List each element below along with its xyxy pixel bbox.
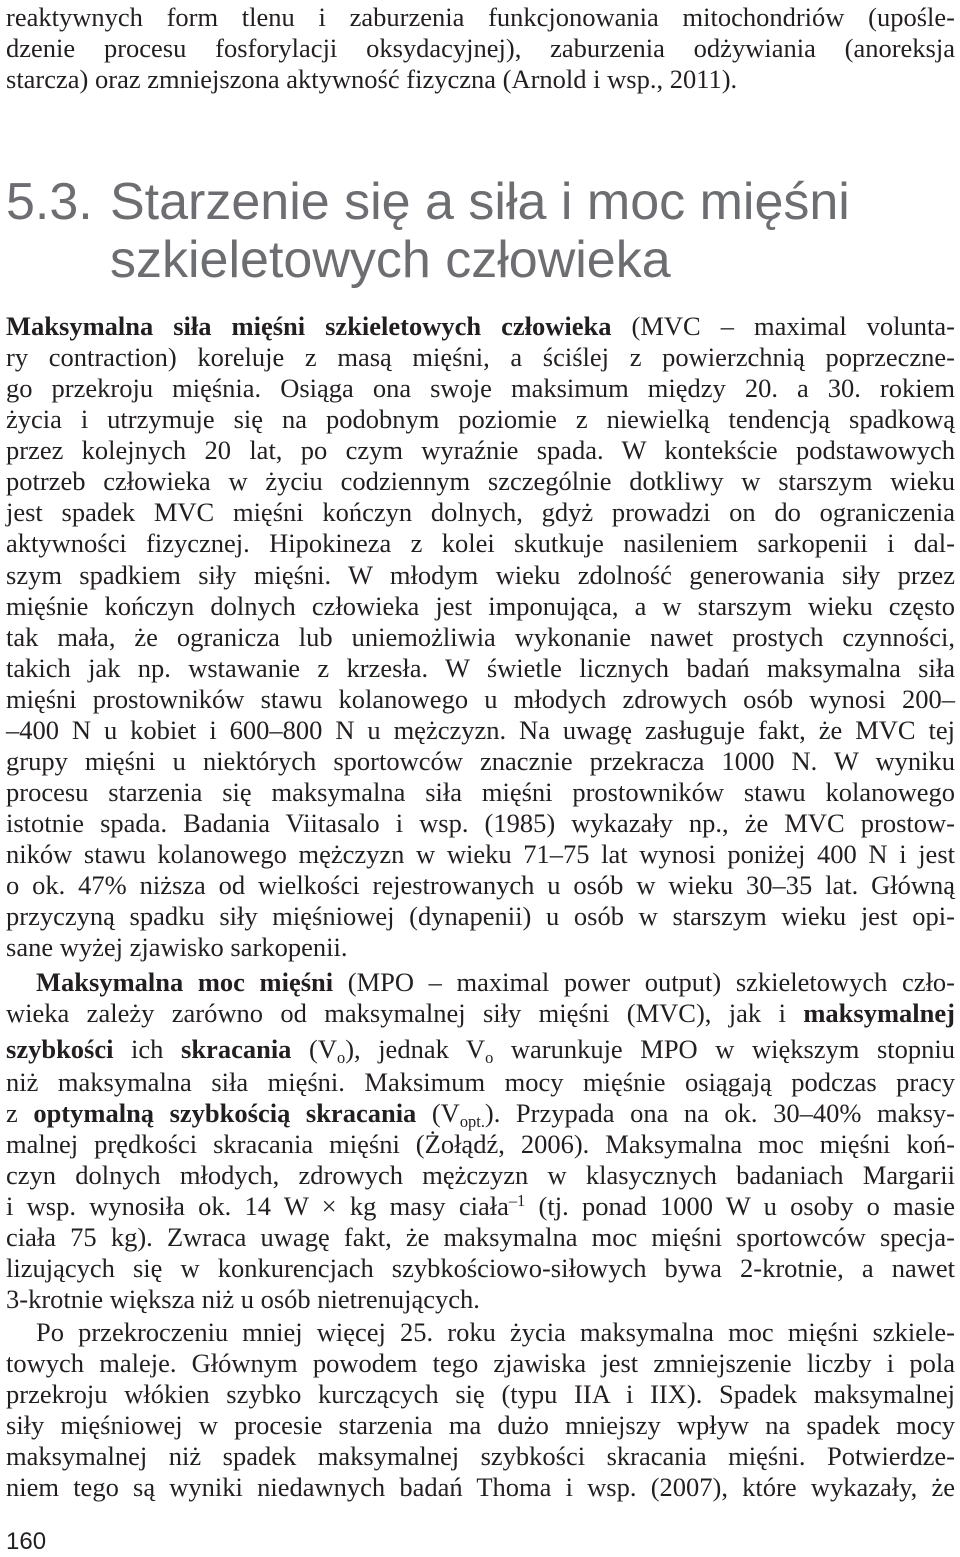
para3-line: maksymalnej niż spadek maksymalnej szybkości skracania mięśni. Potwierdze- (6, 1441, 955, 1471)
para2-line: malnej prędkości skracania mięśni (Żołądź, 2006). Maksymalna moc mięśni koń- (6, 1129, 955, 1159)
para1-line: mięśni prostowników stawu kolanowego u młodych zdrowych osób wynosi 200– (6, 684, 955, 714)
section-title-line2: szkieletowych człowieka (110, 231, 671, 289)
para1-line: istotnie spada. Badania Viitasalo i wsp. (1985) wykazały np., że MVC prostow- (6, 808, 955, 838)
section-number: 5.3. (6, 173, 93, 231)
bold-term: maksymalnej (803, 998, 955, 1028)
para1-line: go przekroju mięśnia. Osiąga ona swoje maksimum między 20. a 30. rokiem (6, 373, 955, 403)
para2-line: lizujących się w konkurencjach szybkościowo-siłowych bywa 2-krotnie, a nawet (6, 1253, 955, 1283)
para2-line: i wsp. wynosiła ok. 14 W × kg masy ciała$^{-1}$ (tj. ponad 1000 W u osoby o masie (6, 1190, 955, 1221)
bold-term: optymalną szybkością skracania (33, 1098, 417, 1128)
para1-line: sane wyżej zjawisko sarkopenii. (6, 932, 348, 962)
intro-line: dzenie procesu fosforylacji oksydacyjnej), zaburzenia odżywiania (anoreksja (6, 33, 955, 63)
para2-line: 3-krotnie większa niż u osób nietrenujących. (6, 1284, 480, 1314)
section-title-line1: Starzenie się a siła i moc mięśni (110, 173, 850, 231)
para2-line: niż maksymalna siła mięśni. Maksimum mocy mięśnie osiągają podczas pracy (6, 1067, 955, 1097)
para1-line: szym spadkiem siły mięśni. W młodym wieku zdolność generowania siły przez (6, 560, 955, 590)
para1-line: Maksymalna siła mięśni szkieletowych człowieka (MVC – maximal volunta- (6, 311, 955, 341)
para3-line: siły mięśniowej w procesie starzenia ma dużo mniejszy wpływ na spadek mocy (6, 1410, 955, 1440)
intro-line: reaktywnych form tlenu i zaburzenia funkcjonowania mitochondriów (upośle- (6, 2, 955, 32)
para1-line: życia i utrzymuje się na podobnym poziomie z niewielką tendencją spadkową (6, 404, 955, 434)
page-number: 160 (6, 1528, 47, 1555)
para1-line: przez kolejnych 20 lat, po czym wyraźnie spada. W kontekście podstawowych (6, 435, 955, 465)
bold-term: Maksymalna siła mięśni szkieletowych człowieka (6, 311, 612, 341)
para1-line: potrzeb człowieka w życiu codziennym szczególnie dotkliwy w starszym wieku (6, 466, 955, 496)
para1-line: –400 N u kobiet i 600–800 N u mężczyzn. Na uwagę zasługuje fakt, że MVC tej (6, 715, 955, 745)
intro-line: starcza) oraz zmniejszona aktywność fizyczna (Arnold i wsp., 2011). (6, 64, 738, 94)
para1-line: tak mała, że ogranicza lub uniemożliwia wykonanie nawet prostych czynności, (6, 622, 955, 652)
para1-line: ników stawu kolanowego mężczyzn w wieku 71–75 lat wynosi poniżej 400 N i jest (6, 839, 955, 869)
para1-line: takich jak np. wstawanie z krzesła. W świetle licznych badań maksymalna siła (6, 653, 955, 683)
para3-line: towych maleje. Głównym powodem tego zjawiska jest zmniejszenie liczby i pola (6, 1348, 955, 1378)
para1-line: jest spadek MVC mięśni kończyn dolnych, gdyż prowadzi on do ograniczenia (6, 497, 955, 527)
para2-line: wieka zależy zarówno od maksymalnej siły mięśni (MVC), jak i maksymalnej (6, 998, 955, 1028)
bold-term: skracania (181, 1034, 292, 1064)
para2-line: czyn dolnych młodych, zdrowych mężczyzn w klasycznych badaniach Margarii (6, 1160, 955, 1190)
para2-line: Maksymalna moc mięśni (MPO – maximal power output) szkieletowych czło- (36, 967, 956, 997)
para1-line: grupy mięśni u niektórych sportowców znacznie przekracza 1000 N. W wyniku (6, 746, 955, 776)
bold-term: szybkości (6, 1034, 114, 1064)
para1-line: mięśnie kończyn dolnych człowieka jest imponująca, a w starszym wieku często (6, 591, 955, 621)
para1-line: aktywności fizycznej. Hipokineza z kolei skutkuje nasileniem sarkopenii i dal- (6, 528, 955, 558)
para2-line: ciała 75 kg). Zwraca uwagę fakt, że maksymalna moc mięśni sportowców specja- (6, 1222, 955, 1252)
bold-term: Maksymalna moc mięśni (36, 967, 334, 997)
para3-line: niem tego są wyniki niedawnych badań Thoma i wsp. (2007), które wykazały, że (6, 1472, 955, 1502)
para3-line: przekroju włókien szybko kurczących się (typu IIA i IIX). Spadek maksymalnej (6, 1379, 955, 1409)
para2-line: szybkości ich skracania $(V_o)$, jednak $V_o$ warunkuje MPO w większym stopniu (6, 1034, 955, 1067)
para1-line: przyczyną spadku siły mięśniowej (dynapenii) u osób w starszym wieku jest opi- (6, 901, 955, 931)
para2-line: z optymalną szybkością skracania $(V_{opt.})$. Przypada ona na ok. 30–40% maksy- (6, 1098, 955, 1131)
para1-line: ry contraction) koreluje z masą mięśni, a ściślej z powierzchnią poprzeczne- (6, 342, 955, 372)
para3-line: Po przekroczeniu mniej więcej 25. roku życia maksymalna moc mięśni szkiele- (36, 1317, 955, 1347)
para1-line: procesu starzenia się maksymalna siła mięśni prostowników stawu kolanowego (6, 777, 955, 807)
para1-line: o ok. 47% niższa od wielkości rejestrowanych u osób w wieku 30–35 lat. Główną (6, 870, 955, 900)
